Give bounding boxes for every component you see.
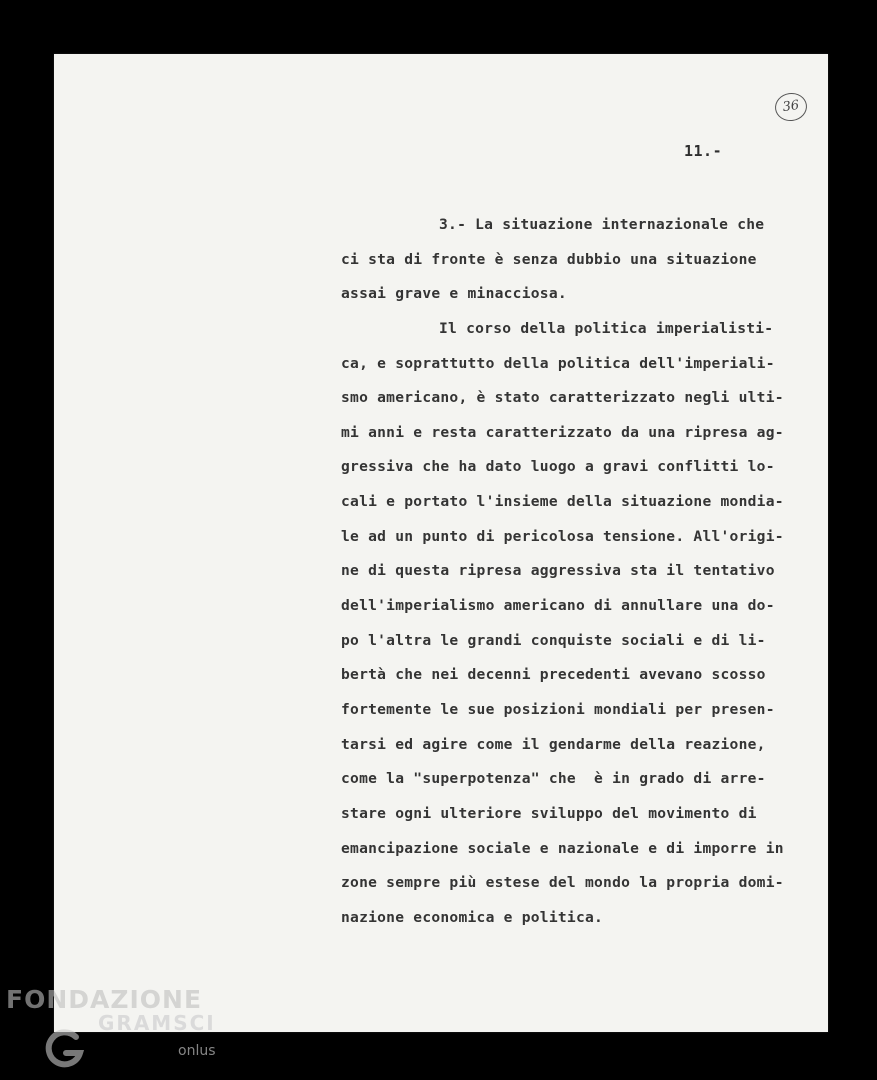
text-line: Il corso della politica imperialisti- (439, 319, 774, 337)
watermark-title: FONDAZIONE (6, 985, 203, 1014)
watermark (6, 985, 226, 1075)
text-line: gressiva che ha dato luogo a gravi conflitti lo- (341, 458, 775, 476)
text-line: emancipazione sociale e nazionale e di imporre in (341, 839, 784, 857)
text-line: ca, e soprattutto della politica dell'imperiali- (341, 354, 775, 372)
watermark-suffix: onlus (178, 1043, 216, 1059)
gramsci-logo-icon (40, 1025, 88, 1073)
text-line: fortemente le sue posizioni mondiali per presen- (341, 700, 775, 718)
text-line: ne di questa ripresa aggressiva sta il tentativo (341, 562, 775, 580)
text-line: dell'imperialismo americano di annullare una do- (341, 597, 775, 615)
text-line: mi anni e resta caratterizzato da una ripresa ag- (341, 423, 784, 441)
body-text (341, 208, 801, 935)
text-line: le ad un punto di pericolosa tensione. All'origi- (341, 527, 784, 545)
text-line: nazione economica e politica. (341, 908, 604, 926)
page-number: 11.- (684, 142, 723, 160)
text-line: assai grave e minacciosa. (341, 285, 567, 303)
document-page (54, 54, 828, 1032)
watermark-name: GRAMSCI (98, 1011, 216, 1035)
text-line: bertà che nei decenni precedenti avevano scosso (341, 666, 766, 684)
text-line: 3.- La situazione internazionale che (439, 216, 765, 233)
text-line: ci sta di fronte è senza dubbio una situazione (341, 250, 757, 268)
text-line: smo americano, è stato caratterizzato negli ulti- (341, 389, 784, 407)
text-line: po l'altra le grandi conquiste sociali e di li- (341, 631, 766, 649)
text-line: stare ogni ulteriore sviluppo del movimento di (341, 804, 757, 822)
text-line: come la "superpotenza" che è in grado di arre- (341, 770, 766, 788)
text-line: tarsi ed agire come il gendarme della reazione, (341, 735, 766, 753)
text-line: cali e portato l'insieme della situazione mondia- (341, 493, 784, 511)
text-line: zone sempre più estese del mondo la propria domi- (341, 874, 784, 892)
archive-stamp: 36 (773, 91, 809, 123)
